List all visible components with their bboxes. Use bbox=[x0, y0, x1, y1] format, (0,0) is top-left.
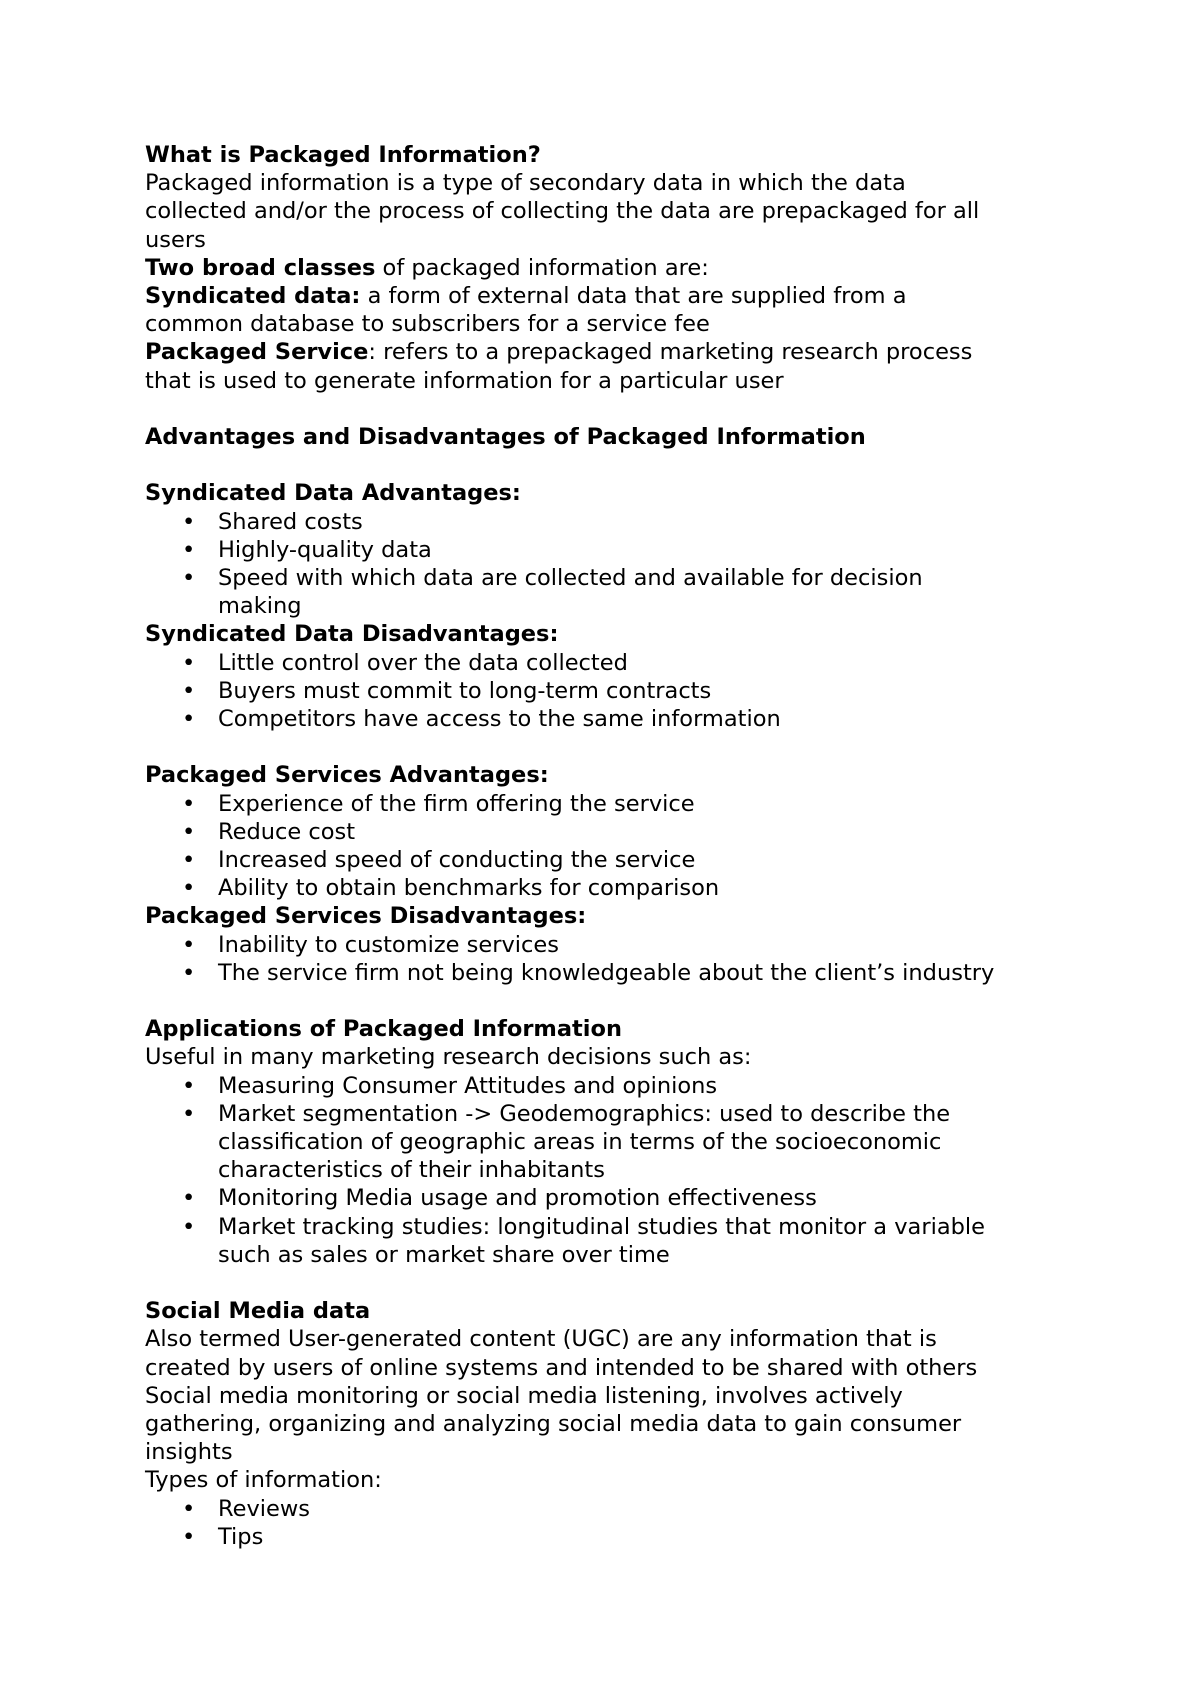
two-broad-classes-text: of packaged information are: bbox=[375, 254, 709, 281]
list-item bbox=[145, 1523, 1080, 1551]
definition-line: Packaged information is a type of secondary data in which the data bbox=[145, 170, 906, 197]
bullet-icon: • bbox=[182, 1100, 196, 1127]
definition-line: collected and/or the process of collecting the data are prepackaged for all bbox=[145, 198, 980, 225]
list-item-text: The service firm not being knowledgeable about the client’s industry bbox=[218, 959, 995, 986]
list-item-text: Measuring Consumer Attitudes and opinions bbox=[218, 1072, 718, 1099]
list-item bbox=[145, 1184, 1080, 1212]
two-broad-classes-label: Two broad classes bbox=[145, 254, 376, 281]
list-item-text: such as sales or market share over time bbox=[218, 1241, 670, 1268]
bullet-icon: • bbox=[182, 649, 196, 676]
list-item-text: Experience of the firm offering the service bbox=[218, 790, 695, 817]
bullet-icon: • bbox=[182, 1523, 196, 1550]
list-item-text: Speed with which data are collected and available for decision bbox=[218, 565, 923, 592]
heading-advantages-disadvantages: Advantages and Disadvantages of Packaged Information bbox=[145, 424, 866, 451]
bullet-icon: • bbox=[182, 959, 196, 986]
list-item-text: making bbox=[218, 593, 302, 620]
list-item bbox=[145, 536, 1080, 564]
list-item-text: Shared costs bbox=[218, 508, 363, 535]
heading-applications: Applications of Packaged Information bbox=[145, 1016, 622, 1043]
list-item-text: Highly-quality data bbox=[218, 536, 432, 563]
list-item-text: Market segmentation -> Geodemographics: used to describe the bbox=[218, 1100, 951, 1127]
types-of-information-list bbox=[145, 1495, 1080, 1551]
bullet-icon: • bbox=[182, 790, 196, 817]
list-item-text: Competitors have access to the same information bbox=[218, 706, 781, 733]
bullet-icon: • bbox=[182, 847, 196, 874]
bullet-icon: • bbox=[182, 875, 196, 902]
heading-services-disadvantages: Packaged Services Disadvantages: bbox=[145, 903, 587, 930]
services-disadvantages-list bbox=[145, 931, 1080, 987]
list-item-text: Market tracking studies: longitudinal studies that monitor a variable bbox=[218, 1213, 986, 1240]
paragraph-gap bbox=[145, 987, 1080, 1015]
bullet-icon: • bbox=[182, 565, 196, 592]
list-item bbox=[145, 649, 1080, 677]
packaged-service-line bbox=[145, 338, 1080, 366]
bullet-icon: • bbox=[182, 677, 196, 704]
bullet-icon: • bbox=[182, 536, 196, 563]
bullet-icon: • bbox=[182, 1495, 196, 1522]
applications-list bbox=[145, 1072, 1080, 1269]
list-item-text: classification of geographic areas in terms of the socioeconomic bbox=[218, 1129, 942, 1156]
list-item bbox=[145, 564, 1080, 620]
syndicated-data-line: common database to subscribers for a service fee bbox=[145, 311, 710, 338]
list-item bbox=[145, 818, 1080, 846]
list-item bbox=[145, 931, 1080, 959]
heading-syndicated-advantages: Syndicated Data Advantages: bbox=[145, 480, 521, 507]
list-item bbox=[145, 1213, 1080, 1269]
paragraph-gap bbox=[145, 395, 1080, 423]
definition-line: users bbox=[145, 226, 206, 253]
list-item bbox=[145, 677, 1080, 705]
list-item-text: Increased speed of conducting the service bbox=[218, 847, 696, 874]
list-item-text: Monitoring Media usage and promotion effectiveness bbox=[218, 1185, 817, 1212]
heading-services-advantages: Packaged Services Advantages: bbox=[145, 762, 549, 789]
list-item-text: Reviews bbox=[218, 1495, 310, 1522]
social-media-paragraph-line: Also termed User-generated content (UGC) are any information that is bbox=[145, 1326, 937, 1353]
bullet-icon: • bbox=[182, 706, 196, 733]
list-item-text: Little control over the data collected bbox=[218, 649, 628, 676]
syndicated-data-line bbox=[145, 282, 1080, 310]
list-item-text: Buyers must commit to long-term contracts bbox=[218, 677, 712, 704]
list-item-text: characteristics of their inhabitants bbox=[218, 1157, 605, 1184]
list-item bbox=[145, 1072, 1080, 1100]
list-item-text: Ability to obtain benchmarks for comparison bbox=[218, 875, 720, 902]
list-item bbox=[145, 508, 1080, 536]
two-broad-classes-line bbox=[145, 254, 1080, 282]
paragraph-gap bbox=[145, 733, 1080, 761]
syndicated-data-text: a form of external data that are supplied from a bbox=[360, 283, 907, 310]
services-advantages-list bbox=[145, 790, 1080, 903]
bullet-icon: • bbox=[182, 931, 196, 958]
list-item-text: Inability to customize services bbox=[218, 931, 559, 958]
paragraph-gap bbox=[145, 451, 1080, 479]
list-item bbox=[145, 846, 1080, 874]
document-page bbox=[145, 141, 1080, 1551]
types-of-information-label: Types of information: bbox=[145, 1467, 382, 1494]
social-media-paragraph-line: created by users of online systems and intended to be shared with others bbox=[145, 1354, 978, 1381]
list-item bbox=[145, 1495, 1080, 1523]
social-media-paragraph-line: gathering, organizing and analyzing social media data to gain consumer bbox=[145, 1411, 962, 1438]
list-item-text: Reduce cost bbox=[218, 818, 356, 845]
bullet-icon: • bbox=[182, 1213, 196, 1240]
syndicated-disadvantages-list bbox=[145, 649, 1080, 734]
syndicated-advantages-list bbox=[145, 508, 1080, 621]
heading-what-is-packaged-information: What is Packaged Information? bbox=[145, 142, 541, 168]
list-item bbox=[145, 1100, 1080, 1185]
paragraph-gap bbox=[145, 1269, 1080, 1297]
bullet-icon: • bbox=[182, 1072, 196, 1099]
list-item bbox=[145, 705, 1080, 733]
list-item bbox=[145, 874, 1080, 902]
heading-syndicated-disadvantages: Syndicated Data Disadvantages: bbox=[145, 621, 559, 648]
bullet-icon: • bbox=[182, 1185, 196, 1212]
list-item bbox=[145, 790, 1080, 818]
packaged-service-line: that is used to generate information for a particular user bbox=[145, 367, 784, 394]
applications-intro: Useful in many marketing research decisions such as: bbox=[145, 1044, 752, 1071]
list-item bbox=[145, 959, 1080, 987]
syndicated-data-label: Syndicated data: bbox=[145, 283, 361, 310]
heading-social-media-data: Social Media data bbox=[145, 1298, 371, 1325]
social-media-paragraph-line: insights bbox=[145, 1439, 233, 1466]
list-item-text: Tips bbox=[218, 1523, 264, 1550]
social-media-paragraph-line: Social media monitoring or social media listening, involves actively bbox=[145, 1382, 903, 1409]
bullet-icon: • bbox=[182, 508, 196, 535]
bullet-icon: • bbox=[182, 818, 196, 845]
packaged-service-text: : refers to a prepackaged marketing research process bbox=[368, 339, 973, 366]
packaged-service-label: Packaged Service bbox=[145, 339, 369, 366]
